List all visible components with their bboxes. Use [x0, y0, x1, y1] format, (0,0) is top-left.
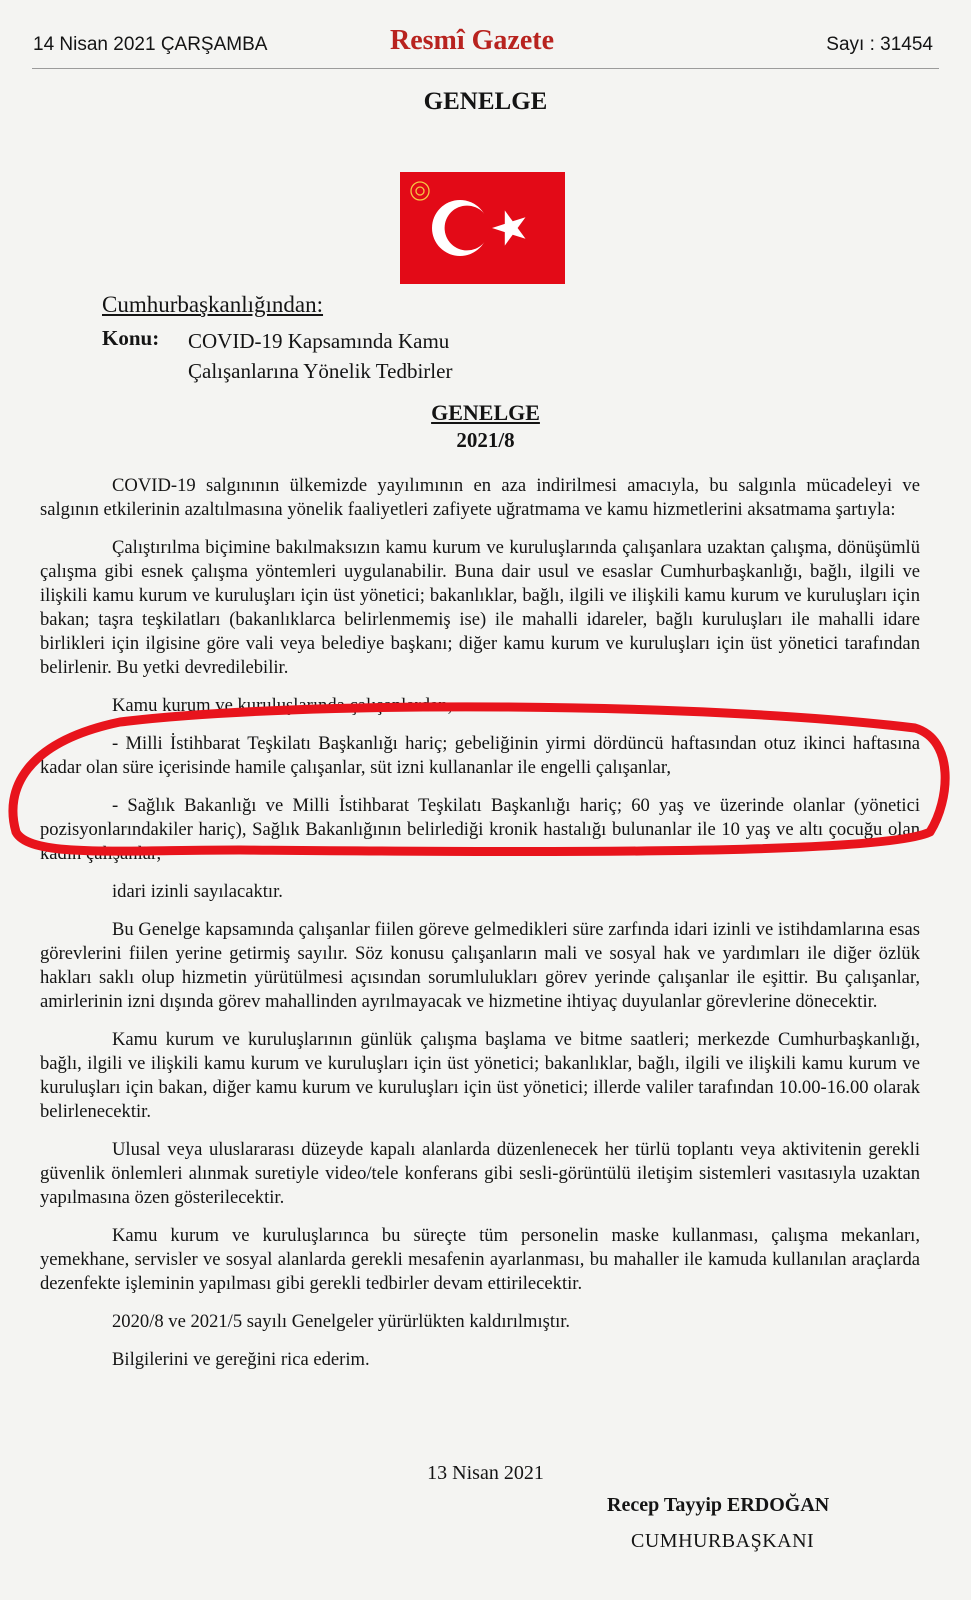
- paragraph: COVID-19 salgınının ülkemizde yayılımının en aza indirilmesi amacıyla, bu salgınla mücadeleyi ve salgının etkilerinin azaltılmasına yönelik faaliyetleri zafiyete uğratmama ve kamu hizmetlerini aksatmama şartıyla:: [40, 475, 920, 520]
- section-title: GENELGE: [423, 88, 548, 115]
- paragraph: Ulusal veya uluslararası düzeyde kapalı alanlarda düzenlenecek her türlü toplantı veya aktivitenin gerekli güvenlik önlemleri alınmak suretiyle video/tele konferans gibi sesli-görüntülü iletişim sistemleri vasıtasıyla uzaktan yapılmasına özen gösterilecektir.: [40, 1139, 920, 1208]
- paragraph: Çalıştırılma biçimine bakılmaksızın kamu kurum ve kuruluşlarında çalışanlara uzaktan çalışma, dönüşümlü çalışma gibi esnek çalışma yöntemleri uygulanabilir. Buna dair usul ve esaslar Cumhurbaşkanlığı, bağlı, ilgili ve ilişkili kamu kurum ve kuruluşları için üst yönetici; bakanlıklar, bağlı, ilgili ve ilişkili kamu kurum ve kuruluşları için bakan; taşra teşkilatları (bakanlıklarca belirlenmemiş ise) ile mahalli idareler, bağlı kuruluşları ile mahalli idare birlikleri için ilgisine göre vali veya belediye başkanı; diğer kamu kurum ve kuruluşları için üst yönetici tarafından belirlenir. Bu yetki devredilebilir.: [40, 537, 920, 678]
- gazette-title: Resmî Gazete: [390, 25, 555, 56]
- paragraph: Kamu kurum ve kuruluşlarınca bu süreçte tüm personelin maske kullanması, çalışma mekanları, yemekhane, servisler ve sosyal alanlarda gerekli mesafenin ayarlanması, bu mahaller ile kamuda kullanılan araçlarda dezenfekte işleminin yapılması gibi gerekli tedbirler devam ettirilecektir.: [40, 1225, 920, 1294]
- issue-date: 14 Nisan 2021 ÇARŞAMBA: [33, 34, 268, 55]
- signer-title: CUMHURBAŞKANI: [631, 1530, 815, 1552]
- paragraph: 2020/8 ve 2021/5 sayılı Genelgeler yürürlükten kaldırılmıştır.: [112, 1311, 571, 1332]
- paragraph-highlighted: - Milli İstihbarat Teşkilatı Başkanlığı hariç; gebeliğinin yirmi dördüncü haftasından otuz ikinci haftasına kadar olan süre içerisinde hamile çalışanlar, süt izni kullananlar ile engelli çalışanlar,: [40, 733, 920, 778]
- signing-date: 13 Nisan 2021: [427, 1462, 544, 1484]
- signer-name: Recep Tayyip ERDOĞAN: [607, 1494, 830, 1516]
- circular-number: 2021/8: [456, 428, 515, 452]
- subject-label: Konu:: [102, 326, 160, 350]
- paragraph: Bilgilerini ve gereğini rica ederim.: [112, 1349, 370, 1370]
- turkish-flag-image: [400, 172, 565, 284]
- circular-body: [40, 474, 920, 1372]
- issue-number: Sayı : 31454: [826, 34, 933, 55]
- subject-text: COVID-19 Kapsamında Kamu Çalışanlarına Yönelik Tedbirler: [188, 329, 453, 383]
- header-divider: [32, 68, 939, 69]
- paragraph: Kamu kurum ve kuruluşlarında çalışanlardan,: [112, 695, 453, 716]
- paragraph: Bu Genelge kapsamında çalışanlar fiilen göreve gelmedikleri süre zarfında idari izinli ve istihdamlarına esas görevlerini fiilen yerine getirmiş sayılır. Söz konusu çalışanların mali ve sosyal hak ve yardımları ile diğer özlük hakları saklı olup hizmetin yürütülmesi açısından sorumlulukları görev yerinde çalışanlar ile eşittir. Bu çalışanlar, amirlerinin izni dışında görev mahallinden ayrılmayacak ve hizmetine ihtiyaç duyulanlar görevlerine dönecektir.: [40, 919, 920, 1012]
- circular-title: GENELGE: [431, 400, 540, 425]
- paragraph: idari izinli sayılacaktır.: [112, 881, 283, 902]
- issuing-authority: Cumhurbaşkanlığından:: [102, 292, 324, 317]
- paragraph: - Sağlık Bakanlığı ve Milli İstihbarat Teşkilatı Başkanlığı hariç; 60 yaş ve üzerinde olanlar (yönetici pozisyonlarındakiler hariç), Sağlık Bakanlığının belirlediği kronik hastalığı bulunanlar ile 10 yaş ve altı çocuğu olan kadın çalışanlar,: [40, 795, 920, 864]
- paragraph: Kamu kurum ve kuruluşlarının günlük çalışma başlama ve bitme saatleri; merkezde Cumhurbaşkanlığı, bağlı, ilgili ve ilişkili kamu kurum ve kuruluşları için üst yönetici; bakanlıklar, bağlı, ilgili ve ilişkili kamu kurum ve kuruluşları için bakan, diğer kamu kurum ve kuruluşları için üst yönetici; illerde valiler tarafından 10.00-16.00 olarak belirlenecektir.: [40, 1029, 920, 1122]
